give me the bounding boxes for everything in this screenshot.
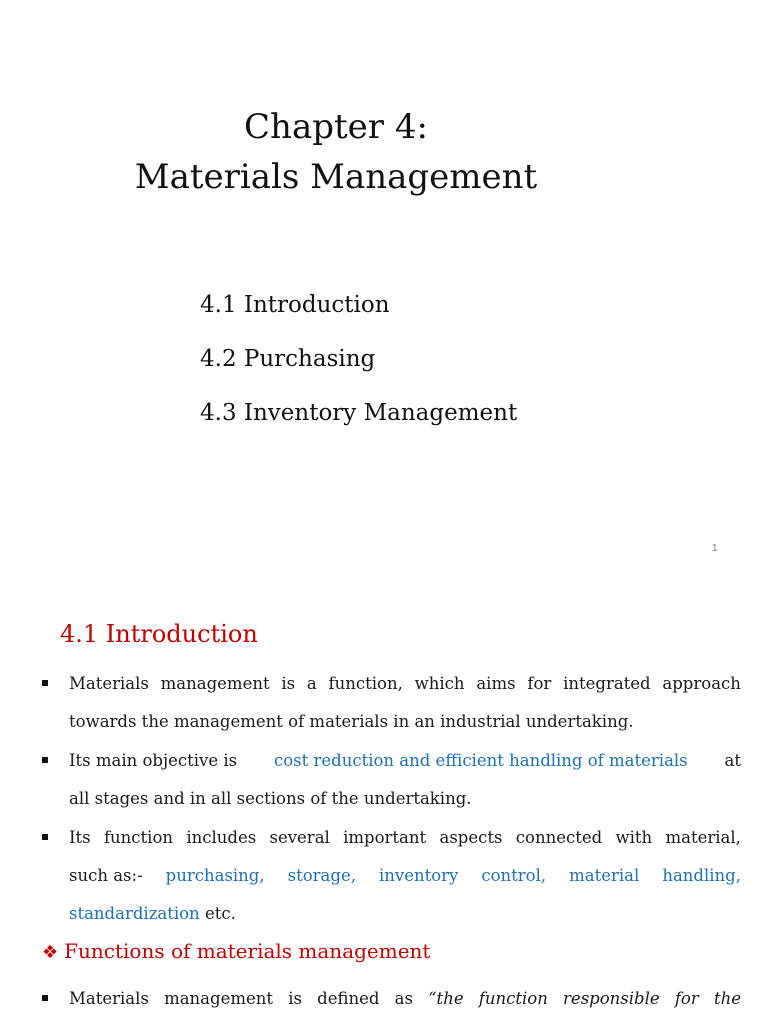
section-title: 4.1 Introduction bbox=[60, 620, 258, 648]
chapter-title: Chapter 4: bbox=[244, 107, 428, 147]
square-bullet-icon bbox=[42, 680, 48, 686]
square-bullet-icon bbox=[42, 757, 48, 763]
bullet-4 bbox=[69, 980, 741, 1018]
bullet-2-line-2: all stages and in all sections of the undertaking. bbox=[69, 789, 472, 808]
bullet-2 bbox=[69, 742, 741, 818]
bullet-4-line-1: Materials management is defined as “the function responsible for the bbox=[69, 989, 741, 1008]
subheading: ❖ Functions of materials management bbox=[42, 939, 431, 963]
square-bullet-icon bbox=[42, 995, 48, 1001]
highlighted-phrase: cost reduction and efficient handling of materials bbox=[273, 751, 688, 770]
square-bullet-icon bbox=[42, 834, 48, 840]
bullet-2-line-1: Its main objective is cost reduction and efficient handling of materials at bbox=[69, 742, 741, 780]
bullet-3-line-3: standardization etc. bbox=[69, 904, 236, 923]
table-of-contents bbox=[200, 290, 517, 452]
bullet-3-line-2: such as:- purchasing, storage, inventory control, material handling, bbox=[69, 866, 741, 885]
bullet-1 bbox=[69, 665, 741, 741]
page-number: 1 bbox=[712, 543, 718, 554]
bullet-3 bbox=[69, 819, 741, 933]
bullet-1-line-2: towards the management of materials in an industrial undertaking. bbox=[69, 712, 634, 731]
chapter-subtitle: Materials Management bbox=[134, 157, 538, 197]
slide-2 bbox=[0, 576, 768, 1024]
diamond-bullet-icon: ❖ bbox=[42, 942, 59, 963]
bullet-3-line-1: Its function includes several important aspects connected with material, bbox=[69, 828, 741, 847]
toc-item-purchasing: 4.2 Purchasing bbox=[200, 346, 376, 372]
bullet-1-line-1: Materials management is a function, which aims for integrated approach bbox=[69, 674, 741, 693]
toc-item-inventory: 4.3 Inventory Management bbox=[200, 400, 518, 426]
toc-item-intro: 4.1 Introduction bbox=[200, 292, 390, 318]
